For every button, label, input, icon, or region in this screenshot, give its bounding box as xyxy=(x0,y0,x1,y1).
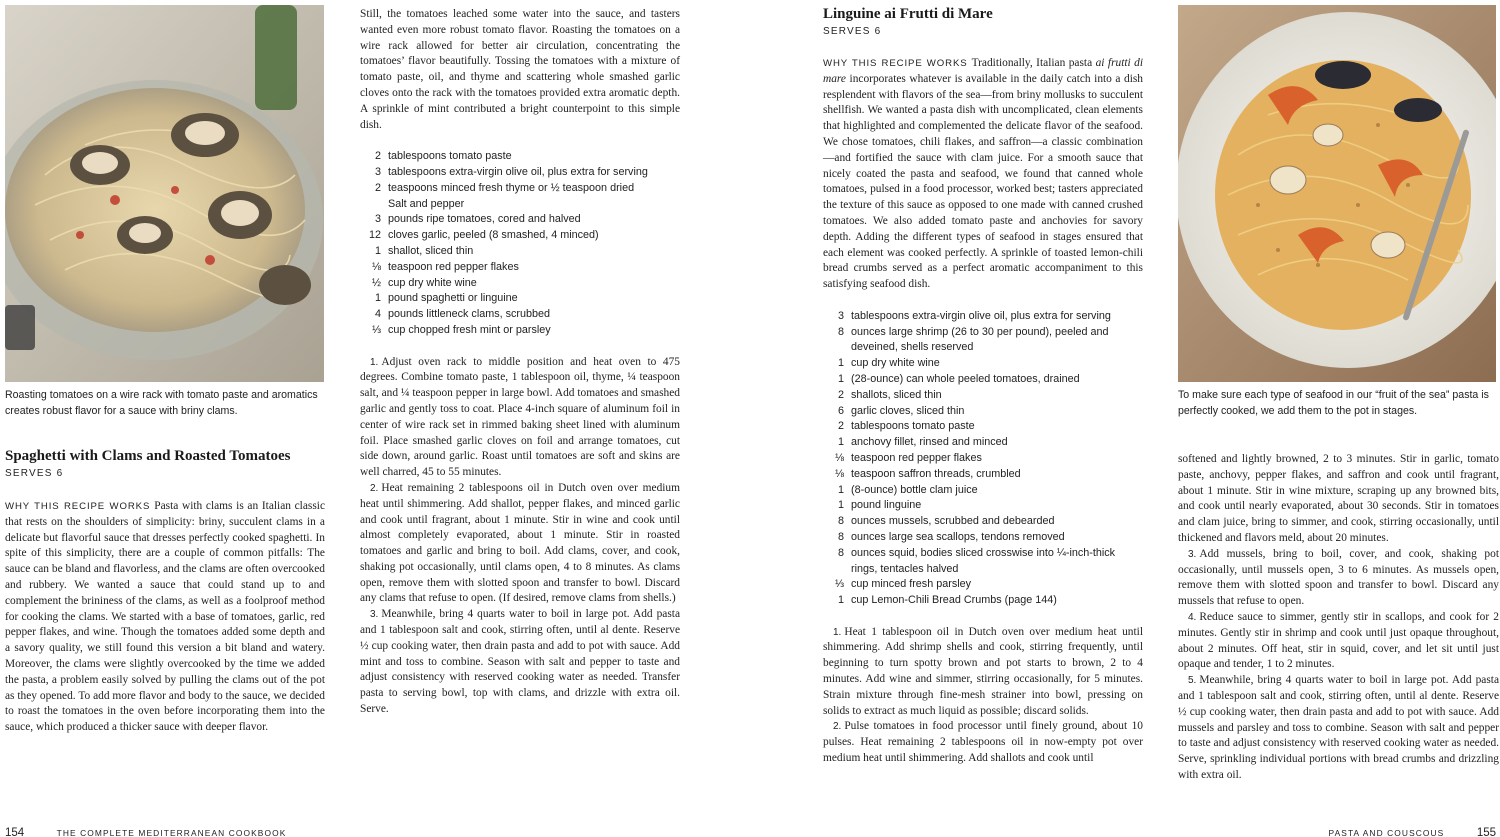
ingredient-text: pound spaghetti or linguine xyxy=(388,292,518,305)
step-text: Meanwhile, bring 4 quarts water to boil in large pot. Add pasta and 1 tablespoon salt and cook, stirring often, until al dente. Reserve ½ cup cooking water, then drain pasta and add to pot with sauce. Add mussels and parsley and toss to combine. Season with salt and pepper to taste and adjust consistency with reserved cooking water as needed. Serve, sprinkling individual portions with bread crumbs and drizzling with extra oil. xyxy=(1178,674,1499,781)
ingredient-quantity: 1 xyxy=(374,292,381,305)
ingredient-quantity: 12 xyxy=(368,229,381,242)
ingredient-quantity: 8 xyxy=(837,515,844,528)
ingredient-item xyxy=(360,181,680,197)
ingredient-quantity: 1 xyxy=(837,357,844,370)
step-text: Reduce sauce to simmer, gently stir in scallops, and cook for 2 minutes. Gently stir in shrimp and cook until just opaque throughout, about 2 minutes. Off heat, stir in squid, cover, and let sit until just opaque and tender, 1 to 2 minutes. xyxy=(1178,610,1499,671)
instruction-step xyxy=(360,355,680,481)
ingredient-text: pounds ripe tomatoes, cored and halved xyxy=(388,213,581,226)
ingredient-quantity: 1 xyxy=(837,499,844,512)
ingredient-text: (28-ounce) can whole peeled tomatoes, drained xyxy=(851,372,1080,385)
right-why-label: WHY THIS RECIPE WORKS xyxy=(823,58,968,69)
ingredient-item xyxy=(823,451,1143,467)
right-page-number: 155 xyxy=(1476,827,1496,837)
left-why-text: Pasta with clams is an Italian classic that rests on the shoulders of simplicity: briny, succulent clams in a delicate but flavorful sauce that dresses perfectly cooked spaghetti. In spite of this simplicity, there are a couple of common pitfalls: The sauce can be bland and flavorless, and the clams are often overcooked and rubbery. We wanted a sauce that could stand up to and complement the brininess of the clams, as well as a foolproof method for cooking the clams. We started with a base of tomatoes, garlic, red pepper flakes, and wine. Though the tomatoes added some depth and a savory quality, we still found this version a bit bland and watery. Moreover, the clams were slightly overcooked by the time we added the pasta, a problem easily solved by pulling the clams out of the pot as they opened. To add more flavor and body to the sauce, we decided to roast the tomatoes in the oven before incorporating them into the sauce, which produced a thicker sauce with deeper flavor. xyxy=(5,500,325,734)
ingredient-text: shallot, sliced thin xyxy=(388,244,474,257)
ingredient-text: teaspoons minced fresh thyme or ½ teaspoon dried xyxy=(388,181,635,194)
ingredient-item xyxy=(823,372,1143,388)
ingredient-quantity xyxy=(360,197,388,213)
ingredient-item xyxy=(360,276,680,292)
step-number: 5. xyxy=(1188,675,1197,687)
instruction-step xyxy=(1178,673,1499,784)
ingredient-quantity: 3 xyxy=(837,309,844,322)
ingredient-item xyxy=(823,467,1143,483)
left-photo-caption: Roasting tomatoes on a wire rack with tomato paste and aromatics creates robust flavor for a sauce with briny clams. xyxy=(5,389,318,417)
ingredient-text: cup dry white wine xyxy=(851,357,940,370)
ingredient-text: cloves garlic, peeled (8 smashed, 4 minced) xyxy=(388,229,599,242)
ingredient-quantity: ⅓ xyxy=(371,323,381,336)
ingredient-text: tablespoons tomato paste xyxy=(851,420,975,433)
ingredient-text: garlic cloves, sliced thin xyxy=(851,404,965,417)
ingredient-quantity: ⅓ xyxy=(834,578,844,591)
right-first-column xyxy=(823,56,1143,767)
ingredient-quantity: 3 xyxy=(374,165,381,178)
ingredient-text: pounds littleneck clams, scrubbed xyxy=(388,308,551,321)
ingredient-text: cup Lemon-Chili Bread Crumbs (page 144) xyxy=(851,594,1057,607)
left-page-number: 154 xyxy=(5,827,25,837)
ingredient-text: ounces large shrimp (26 to 30 per pound), peeled and deveined, shells reserved xyxy=(851,325,1109,354)
ingredient-quantity: ⅛ xyxy=(834,467,844,480)
step-number: 1. xyxy=(370,356,379,368)
instruction-step xyxy=(360,607,680,718)
ingredient-text: shallots, sliced thin xyxy=(851,388,942,401)
ingredient-quantity: 4 xyxy=(374,308,381,321)
step-text: Add mussels, bring to boil, cover, and cook, shaking pot occasionally, until mussels open, 3 to 6 minutes. As mussels open, remove them with slotted spoon and transfer to bowl. Discard any mussels that refuse to open. xyxy=(1178,547,1499,608)
ingredient-text: teaspoon red pepper flakes xyxy=(851,451,982,464)
instruction-step xyxy=(1178,547,1499,610)
ingredient-item xyxy=(823,514,1143,530)
instruction-step xyxy=(823,719,1143,766)
left-step-list xyxy=(360,355,680,718)
left-why-label: WHY THIS RECIPE WORKS xyxy=(5,501,151,512)
right-footer xyxy=(1329,823,1496,837)
ingredient-item xyxy=(823,356,1143,372)
step-number: 2. xyxy=(370,482,379,494)
ingredient-item xyxy=(823,404,1143,420)
ingredient-item xyxy=(360,228,680,244)
ingredient-item xyxy=(360,307,680,323)
left-continued-text: Still, the tomatoes leached some water into the sauce, and tasters wanted even more robust tomato flavor. Roasting the tomatoes on a wire rack allowed for better air circulation, concentrating the tomatoes’ flavor beautifully. Tossing the tomatoes with a mixture of tomato paste, oil, and thyme and scattering whole smashed garlic cloves onto the rack with the tomatoes provided extra aromatic depth. A sprinkle of mint contributed a bright counterpoint to this simple dish. xyxy=(360,8,680,131)
ingredient-quantity: 2 xyxy=(374,150,381,163)
right-serves: SERVES 6 xyxy=(823,26,882,37)
ingredient-quantity: 1 xyxy=(837,436,844,449)
ingredient-text: tablespoons extra-virgin olive oil, plus extra for serving xyxy=(388,165,648,178)
instruction-step xyxy=(823,625,1143,720)
ingredient-item xyxy=(823,593,1143,609)
ingredient-text: teaspoon saffron threads, crumbled xyxy=(851,467,1021,480)
ingredient-item xyxy=(823,325,1143,357)
right-step-list-a xyxy=(823,625,1143,767)
step-number: 3. xyxy=(370,609,379,621)
right-ingredient-list xyxy=(823,309,1143,609)
ingredient-quantity: 8 xyxy=(837,530,844,543)
step-text: Adjust oven rack to middle position and heat oven to 475 degrees. Combine tomato paste, 1 tablespoon oil, thyme, ¼ teaspoon salt, and ¼ teaspoon pepper in large bowl. Add tomatoes and smashed garlic and gently toss to coat. Place 4-inch square of aluminum foil in center of wire rack set in rimmed baking sheet lined with aluminum foil. Place smashed garlic cloves on foil and arrange tomatoes, cut side down, around garlic. Roast until tomatoes are soft and skins are well charred, 45 to 55 minutes. xyxy=(360,355,680,479)
instruction-step xyxy=(1178,610,1499,673)
ingredient-quantity: 1 xyxy=(837,372,844,385)
right-why-text-post: incorporates whatever is available in the daily catch into a dish resplendent with flavors of the sea—from briny mollusks to succulent shellfish. We wanted a pasta dish with uncomplicated, clean elements that highlighted and complemented the delicate flavor of the seafood. We chose tomatoes, chili flakes, and saffron—a classic combination—and fortified the sauce with clam juice. For a smooth sauce that nicely coated the pasta and seafood, we found that canned whole tomatoes, pulsed in a food processor, worked best; tasters appreciated the texture of this sauce as opposed to one made with canned crushed tomatoes. We also added tomato paste and anchovies for savory depth. Adding the different types of seafood in stages ensured that each element was cooked perfectly. A sprinkle of toasted lemon-chili bread crumbs served as a perfect aromatic accompaniment to this satisfying seafood dish. xyxy=(823,72,1143,291)
step-number: 2. xyxy=(833,721,842,733)
step-number: 4. xyxy=(1188,611,1197,623)
right-running-head: PASTA AND COUSCOUS xyxy=(1328,828,1445,837)
ingredient-text: cup chopped fresh mint or parsley xyxy=(388,323,551,336)
ingredient-quantity: 1 xyxy=(837,483,844,496)
step-number: 1. xyxy=(833,626,842,638)
instruction-step xyxy=(360,481,680,607)
step-text: Pulse tomatoes in food processor until finely ground, about 10 pulses. Heat remaining 2 tablespoons oil in now-empty pot over medium heat until shimmering. Add shallots and cook until xyxy=(823,720,1143,765)
ingredient-quantity: 6 xyxy=(837,404,844,417)
ingredient-quantity: 2 xyxy=(837,388,844,401)
right-second-column xyxy=(1178,452,1499,784)
right-recipe-title: Linguine ai Frutti di Mare xyxy=(823,6,993,22)
ingredient-item xyxy=(823,309,1143,325)
ingredient-item xyxy=(360,291,680,307)
ingredient-text: cup dry white wine xyxy=(388,276,477,289)
step-number: 3. xyxy=(1188,548,1197,560)
ingredient-item xyxy=(823,530,1143,546)
ingredient-item xyxy=(360,165,680,181)
ingredient-quantity: 3 xyxy=(374,213,381,226)
right-step-2-continued: softened and lightly browned, 2 to 3 minutes. Stir in garlic, tomato paste, anchovy, pepper flakes, and saffron and cook until fragrant, about 1 minute. Stir in wine mixture, scraping up any browned bits, and cook until nearly evaporated, about 30 seconds. Stir in tomatoes and clam juice, bring to simmer, and cook, stirring occasionally, until thickened and flavors meld, about 20 minutes. xyxy=(1178,453,1499,544)
ingredient-item xyxy=(823,419,1143,435)
ingredient-quantity: 2 xyxy=(374,181,381,194)
ingredient-text: ounces large sea scallops, tendons removed xyxy=(851,530,1065,543)
ingredient-item xyxy=(360,212,680,228)
ingredient-text: ounces squid, bodies sliced crosswise into ¼-inch-thick rings, tentacles halved xyxy=(851,546,1116,575)
ingredient-item xyxy=(823,435,1143,451)
left-ingredient-list xyxy=(360,149,680,339)
left-recipe-title: Spaghetti with Clams and Roasted Tomatoes xyxy=(5,448,291,464)
ingredient-text: Salt and pepper xyxy=(388,197,465,210)
seafood-pasta-photo xyxy=(1178,5,1496,382)
ingredient-quantity: 8 xyxy=(837,546,844,559)
left-serves: SERVES 6 xyxy=(5,468,64,479)
ingredient-item xyxy=(823,498,1143,514)
ingredient-quantity: ½ xyxy=(371,276,381,289)
ingredient-quantity: 1 xyxy=(374,244,381,257)
ingredient-text: pound linguine xyxy=(851,499,922,512)
ingredient-quantity: 8 xyxy=(837,325,844,338)
left-why-section xyxy=(5,499,325,736)
ingredient-item xyxy=(823,388,1143,404)
ingredient-text: ounces mussels, scrubbed and debearded xyxy=(851,515,1055,528)
left-second-column xyxy=(360,7,680,718)
right-why-text-pre: Traditionally, Italian pasta xyxy=(971,57,1093,69)
left-running-head: THE COMPLETE MEDITERRANEAN COOKBOOK xyxy=(56,828,287,837)
step-text: Heat 1 tablespoon oil in Dutch oven over medium heat until shimmering. Add shrimp shells and cook, stirring frequently, until beginning to turn spotty brown and pot starts to brown, 2 to 4 minutes. Add wine and simmer, stirring occasionally, for 5 minutes. Strain mixture through fine-mesh strainer into bowl, pressing on solids to extract as much liquid as possible; discard solids. xyxy=(823,625,1143,717)
ingredient-item xyxy=(360,260,680,276)
right-step-list-b xyxy=(1178,547,1499,784)
left-footer xyxy=(5,823,286,837)
right-why-section xyxy=(823,56,1143,293)
ingredient-quantity: 2 xyxy=(837,420,844,433)
ingredient-text: tablespoons extra-virgin olive oil, plus extra for serving xyxy=(851,309,1111,322)
step-text: Heat remaining 2 tablespoons oil in Dutch oven over medium heat until shimmering. Add shallot, pepper flakes, and minced garlic and cook until fragrant, about 1 minute. Stir in wine and cook until almost completely evaporated, about 1 minute. Stir in roasted tomatoes and garlic and bring to boil. Add clams, cover, and cook, shaking pot occasionally, until clams open, 4 to 8 minutes. As clams open, remove them with slotted spoon and transfer to bowl. Discard any clams that refuse to open. (If desired, remove clams from shells.) xyxy=(360,481,680,605)
right-photo-caption: To make sure each type of seafood in our “fruit of the sea” pasta is perfectly cooked, we add them to the pot in stages. xyxy=(1178,389,1489,417)
ingredient-item xyxy=(360,244,680,260)
clam-pasta-photo xyxy=(5,5,324,382)
ingredient-text: cup minced fresh parsley xyxy=(851,578,972,591)
ingredient-quantity: 1 xyxy=(837,594,844,607)
ingredient-text: (8-ounce) bottle clam juice xyxy=(851,483,978,496)
ingredient-item xyxy=(823,577,1143,593)
ingredient-item xyxy=(823,483,1143,499)
right-why-text-italic: ai frutti di mare xyxy=(823,57,1143,85)
ingredient-text: teaspoon red pepper flakes xyxy=(388,260,519,273)
ingredient-item xyxy=(360,323,680,339)
ingredient-item xyxy=(823,546,1143,578)
ingredient-item xyxy=(360,149,680,165)
step-text: Meanwhile, bring 4 quarts water to boil in large pot. Add pasta and 1 tablespoon salt and cook, stirring often, until al dente. Reserve ½ cup cooking water, then drain pasta and add to pot with sauce. Add mint and toss to combine. Season with salt and pepper to taste and adjust consistency with reserved cooking water as needed. Transfer pasta to serving bowl, top with clams, and drizzle with extra oil. Serve. xyxy=(360,608,680,716)
ingredient-quantity: ⅛ xyxy=(834,451,844,464)
ingredient-text: tablespoons tomato paste xyxy=(388,150,512,163)
ingredient-quantity: ⅛ xyxy=(371,260,381,273)
ingredient-text: anchovy fillet, rinsed and minced xyxy=(851,436,1008,449)
ingredient-item xyxy=(360,197,680,213)
